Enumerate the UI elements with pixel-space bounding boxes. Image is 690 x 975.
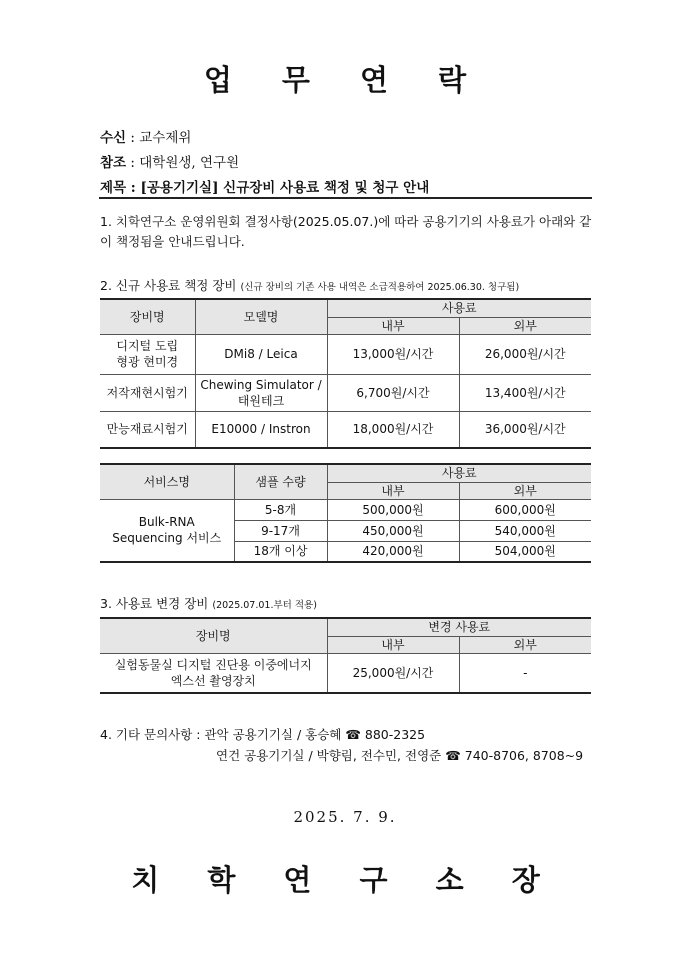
- external-fee: 13,400원/시간: [459, 374, 591, 411]
- section2-heading: [100, 276, 519, 294]
- document-title: 업 무 연 락: [203, 63, 487, 97]
- header-external: 외부: [459, 482, 591, 499]
- contact-line-gwanak: 4. 기타 문의사항 : 관악 공용기기실 / 홍승혜 ☎ 880-2325: [100, 727, 426, 742]
- recipient-label: 수신: [100, 130, 127, 146]
- header-fee: 사용료: [327, 299, 591, 317]
- reference-label: 참조: [100, 155, 127, 171]
- external-fee: 600,000원: [459, 499, 591, 520]
- equipment-name: 실험동물실 디지털 진단용 이중에너지 엑스선 촬영장치: [100, 653, 327, 693]
- internal-fee: 25,000원/시간: [327, 653, 459, 693]
- document-date: 2025. 7. 9.: [293, 808, 397, 826]
- reference-line: 참조 : 대학원생, 연구원: [100, 155, 240, 171]
- header-sample-count: 샘플 수량: [234, 464, 327, 499]
- equipment-name: 디지털 도립 형광 현미경: [100, 334, 195, 374]
- header-internal: 내부: [327, 636, 459, 653]
- new-equipment-fee-table: [100, 298, 591, 449]
- table-row: [100, 334, 591, 374]
- header-model-name: 모델명: [195, 299, 327, 334]
- section3-heading: [100, 594, 317, 612]
- table-row: [100, 374, 591, 411]
- service-name: Bulk-RNA Sequencing 서비스: [100, 499, 234, 562]
- sample-count: 5-8개: [234, 499, 327, 520]
- external-fee: 540,000원: [459, 520, 591, 541]
- table-row: [100, 499, 591, 520]
- table-row: [100, 653, 591, 693]
- header-internal: 내부: [327, 482, 459, 499]
- header-external: 외부: [459, 636, 591, 653]
- external-fee: -: [459, 653, 591, 693]
- equipment-name: 저작재현시험기: [100, 374, 195, 411]
- subject-line: 제목 : [공용기기실] 신규장비 사용료 책정 및 청구 안내: [100, 180, 430, 196]
- reference-value: 대학원생, 연구원: [139, 155, 240, 171]
- sample-count: 18개 이상: [234, 541, 327, 562]
- section3-title: 3. 사용료 변경 장비: [100, 596, 209, 611]
- internal-fee: 18,000원/시간: [327, 411, 459, 448]
- model-name: Chewing Simulator / 태원테크: [195, 374, 327, 411]
- changed-fee-table: [100, 617, 591, 694]
- header-internal: 내부: [327, 317, 459, 334]
- section2-title: 2. 신규 사용료 책정 장비: [100, 278, 237, 293]
- header-divider: [99, 197, 592, 199]
- external-fee: 36,000원/시간: [459, 411, 591, 448]
- header-changed-fee: 변경 사용료: [327, 618, 591, 636]
- internal-fee: 13,000원/시간: [327, 334, 459, 374]
- section2-note: (신규 장비의 기존 사용 내역은 소급적용하여 2025.06.30. 청구됨): [240, 282, 520, 293]
- subject-value: [공용기기실] 신규장비 사용료 책정 및 청구 안내: [140, 180, 430, 196]
- model-name: E10000 / Instron: [195, 411, 327, 448]
- equipment-name: 만능재료시험기: [100, 411, 195, 448]
- internal-fee: 500,000원: [327, 499, 459, 520]
- signature: 치 학 연 구 소 장: [131, 863, 559, 897]
- contact-info: [100, 724, 583, 766]
- internal-fee: 450,000원: [327, 520, 459, 541]
- contact-line-yeongeon: 연건 공용기기실 / 박향림, 전수민, 전영준 ☎ 740-8706, 8708~9: [216, 748, 584, 763]
- sample-count: 9-17개: [234, 520, 327, 541]
- section1-paragraph: 1. 치학연구소 운영위원회 결정사항(2025.05.07.)에 따라 공용기기의 사용료가 아래와 같이 책정됨을 안내드립니다.: [100, 214, 592, 249]
- table-row: [100, 411, 591, 448]
- subject-label: 제목: [100, 180, 127, 196]
- header-external: 외부: [459, 317, 591, 334]
- external-fee: 26,000원/시간: [459, 334, 591, 374]
- recipient-value: 교수제위: [139, 130, 192, 146]
- recipient-line: 수신 : 교수제위: [100, 130, 192, 146]
- model-name: DMi8 / Leica: [195, 334, 327, 374]
- header-equipment-name: 장비명: [100, 299, 195, 334]
- header-fee: 사용료: [327, 464, 591, 482]
- internal-fee: 6,700원/시간: [327, 374, 459, 411]
- section3-note: (2025.07.01.부터 적용): [212, 600, 317, 611]
- header-equipment-name: 장비명: [100, 618, 327, 653]
- internal-fee: 420,000원: [327, 541, 459, 562]
- header-service-name: 서비스명: [100, 464, 234, 499]
- external-fee: 504,000원: [459, 541, 591, 562]
- service-fee-table: [100, 463, 591, 563]
